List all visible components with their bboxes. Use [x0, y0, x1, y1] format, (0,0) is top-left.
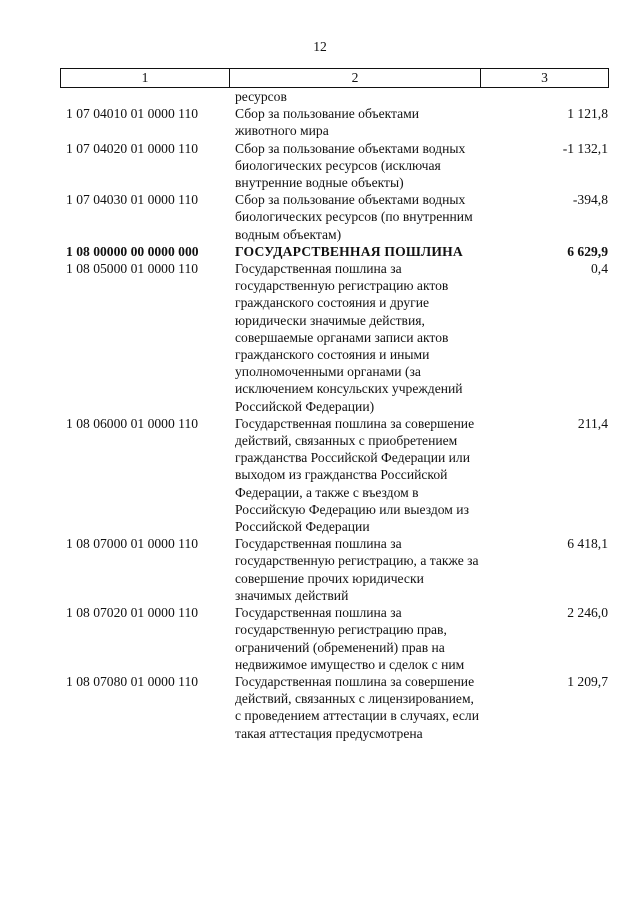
item-name: Сбор за пользование объектами животного мира: [235, 106, 420, 139]
budget-code: 1 08 07000 01 0000 110: [66, 536, 199, 552]
budget-code: 1 08 00000 00 0000 000: [66, 243, 199, 259]
column-header-2: 2: [230, 69, 481, 87]
column-header-3: 3: [541, 70, 548, 85]
budget-code: 1 07 04020 01 0000 110: [66, 140, 199, 156]
item-amount: 6 418,1: [567, 536, 608, 552]
table-row: [60, 260, 612, 415]
page-number: 12: [313, 39, 327, 54]
table-row: [60, 140, 612, 192]
item-name: ГОСУДАРСТВЕННАЯ ПОШЛИНА: [235, 243, 463, 259]
item-amount: 2 246,0: [567, 605, 608, 621]
item-name: Государственная пошлина за государственную регистрацию, а также за совершение прочих юридически значимых действий: [235, 536, 479, 603]
column-header-1: 1: [61, 69, 230, 87]
column-header-row: [60, 68, 609, 88]
table-row: [60, 535, 612, 604]
item-name: Сбор за пользование объектами водных биологических ресурсов (исключая внутренние водные объекты): [235, 140, 466, 191]
budget-code: 1 08 07020 01 0000 110: [66, 605, 199, 621]
budget-code: 1 08 06000 01 0000 110: [66, 415, 199, 431]
budget-code: 1 07 04030 01 0000 110: [66, 192, 199, 208]
budget-code: 1 08 05000 01 0000 110: [66, 261, 199, 277]
budget-code: 1 07 04010 01 0000 110: [66, 106, 199, 122]
table-row: [60, 105, 612, 139]
item-amount: -1 132,1: [562, 140, 608, 156]
item-name: Государственная пошлина за государственную регистрацию прав, ограничений (обременений) прав на недвижимое имущество и сделок с ним: [235, 605, 465, 672]
table-row: [60, 88, 612, 105]
table-row: [60, 415, 612, 535]
item-amount: 211,4: [577, 415, 608, 431]
item-amount: 1 209,7: [567, 673, 608, 689]
table-row-section-total: [60, 243, 612, 260]
item-name: ресурсов: [235, 89, 287, 104]
table-row: [60, 673, 612, 742]
item-name: Государственная пошлина за государственную регистрацию актов гражданского состояния и другие юридически значимые действия, совершаемые органами записи актов гражданского состояния и иными уполномоченными органами (за исключением консульских учреждений Российской Федерации): [235, 261, 463, 414]
item-name: Государственная пошлина за совершение действий, связанных с приобретением гражданства Российской Федерации или выходом из гражданства Российской Федерации, а также с въездом в Российскую Федерацию или выездом из Российской Федерации: [235, 415, 475, 535]
table-row: [60, 191, 612, 243]
table-row: [60, 604, 612, 673]
item-name: Сбор за пользование объектами водных биологических ресурсов (по внутренним водным объектам): [235, 192, 473, 242]
item-amount: -394,8: [572, 192, 608, 208]
budget-code: 1 08 07080 01 0000 110: [66, 673, 199, 689]
item-amount: 1 121,8: [567, 106, 608, 122]
budget-table-body: [60, 88, 612, 742]
item-amount: 0,4: [591, 261, 608, 277]
item-name: Государственная пошлина за совершение действий, связанных с лицензированием, с проведением аттестации в случаях, если такая аттестация предусмотрена: [235, 673, 479, 741]
item-amount: 6 629,9: [567, 243, 608, 259]
